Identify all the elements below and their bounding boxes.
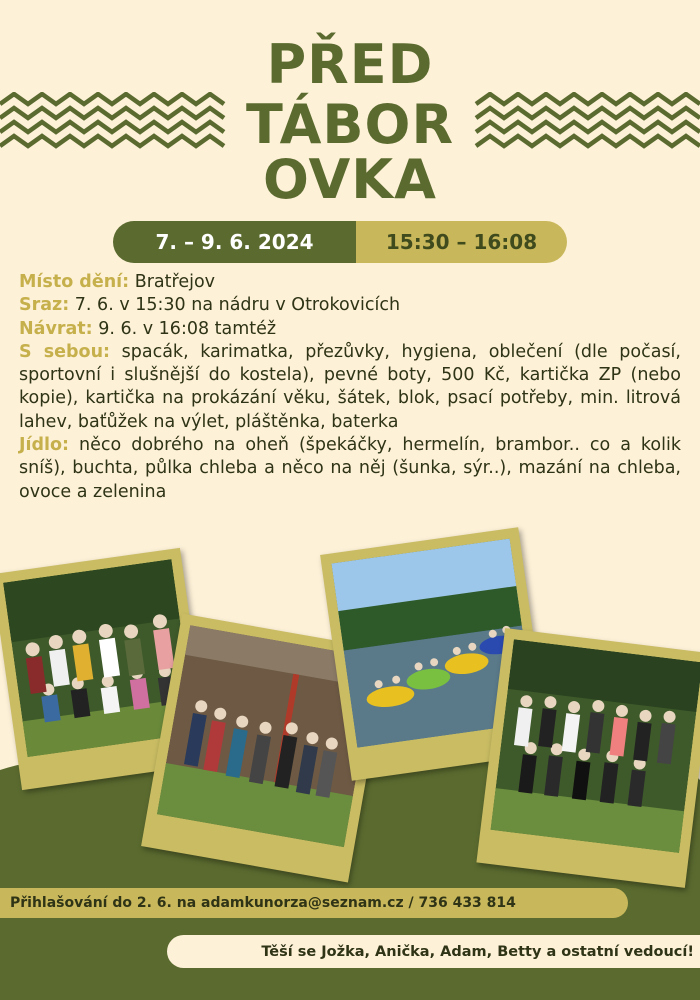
registration-bar: Přihlašování do 2. 6. na adamkunorza@seznam.cz / 736 433 814 <box>0 888 628 918</box>
bring-label: S sebou: <box>19 341 111 362</box>
info-return <box>19 318 681 341</box>
place-value: Bratřejov <box>129 272 216 292</box>
zigzag-right-decoration <box>474 92 700 154</box>
title-line-3: OVKA <box>263 148 437 211</box>
group-photo-3 <box>490 639 700 853</box>
meet-value: 7. 6. v 15:30 na nádru v Otrokovicích <box>69 295 401 316</box>
info-bring <box>19 341 681 434</box>
event-dates: 7. – 9. 6. 2024 <box>113 221 356 263</box>
food-value: něco dobrého na oheň (špekáčky, hermelín, brambor.. co a kolik sníš), buchta, půlka chleba a něco na něj (šunka, sýr..), mazání na chleba, ovoce a zelenina <box>19 435 681 502</box>
return-value: 9. 6. v 16:08 tamtéž <box>92 318 277 339</box>
event-info <box>19 271 681 504</box>
meet-label: Sraz: <box>19 295 70 316</box>
return-label: Návrat: <box>19 318 93 339</box>
bring-value: spacák, karimatka, přezůvky, hygiena, oblečení (dle počasí, sportovní i slušnější do kostela), pevné boty, 500 Kč, kartička ZP (nebo kopie), kartička na prokázání věku, šátek, blok, psací potřeby, min. litrová lahev, baťůžek na výlet, pláštěnka, baterka <box>19 341 681 432</box>
info-place <box>19 271 681 294</box>
title-line-1: PŘED <box>266 33 434 96</box>
title-line-2: TÁBOR <box>245 93 455 156</box>
zigzag-left-decoration <box>0 92 228 154</box>
info-food <box>19 434 681 504</box>
greeting-bar: Těší se Jožka, Anička, Adam, Betty a ostatní vedoucí! <box>167 935 700 968</box>
photo-frame-group-3 <box>476 628 700 888</box>
event-time: 15:30 – 16:08 <box>356 221 567 263</box>
date-time-bar <box>113 221 567 263</box>
info-meet <box>19 294 681 317</box>
place-label: Místo dění: <box>19 272 130 292</box>
food-label: Jídlo: <box>19 435 70 456</box>
